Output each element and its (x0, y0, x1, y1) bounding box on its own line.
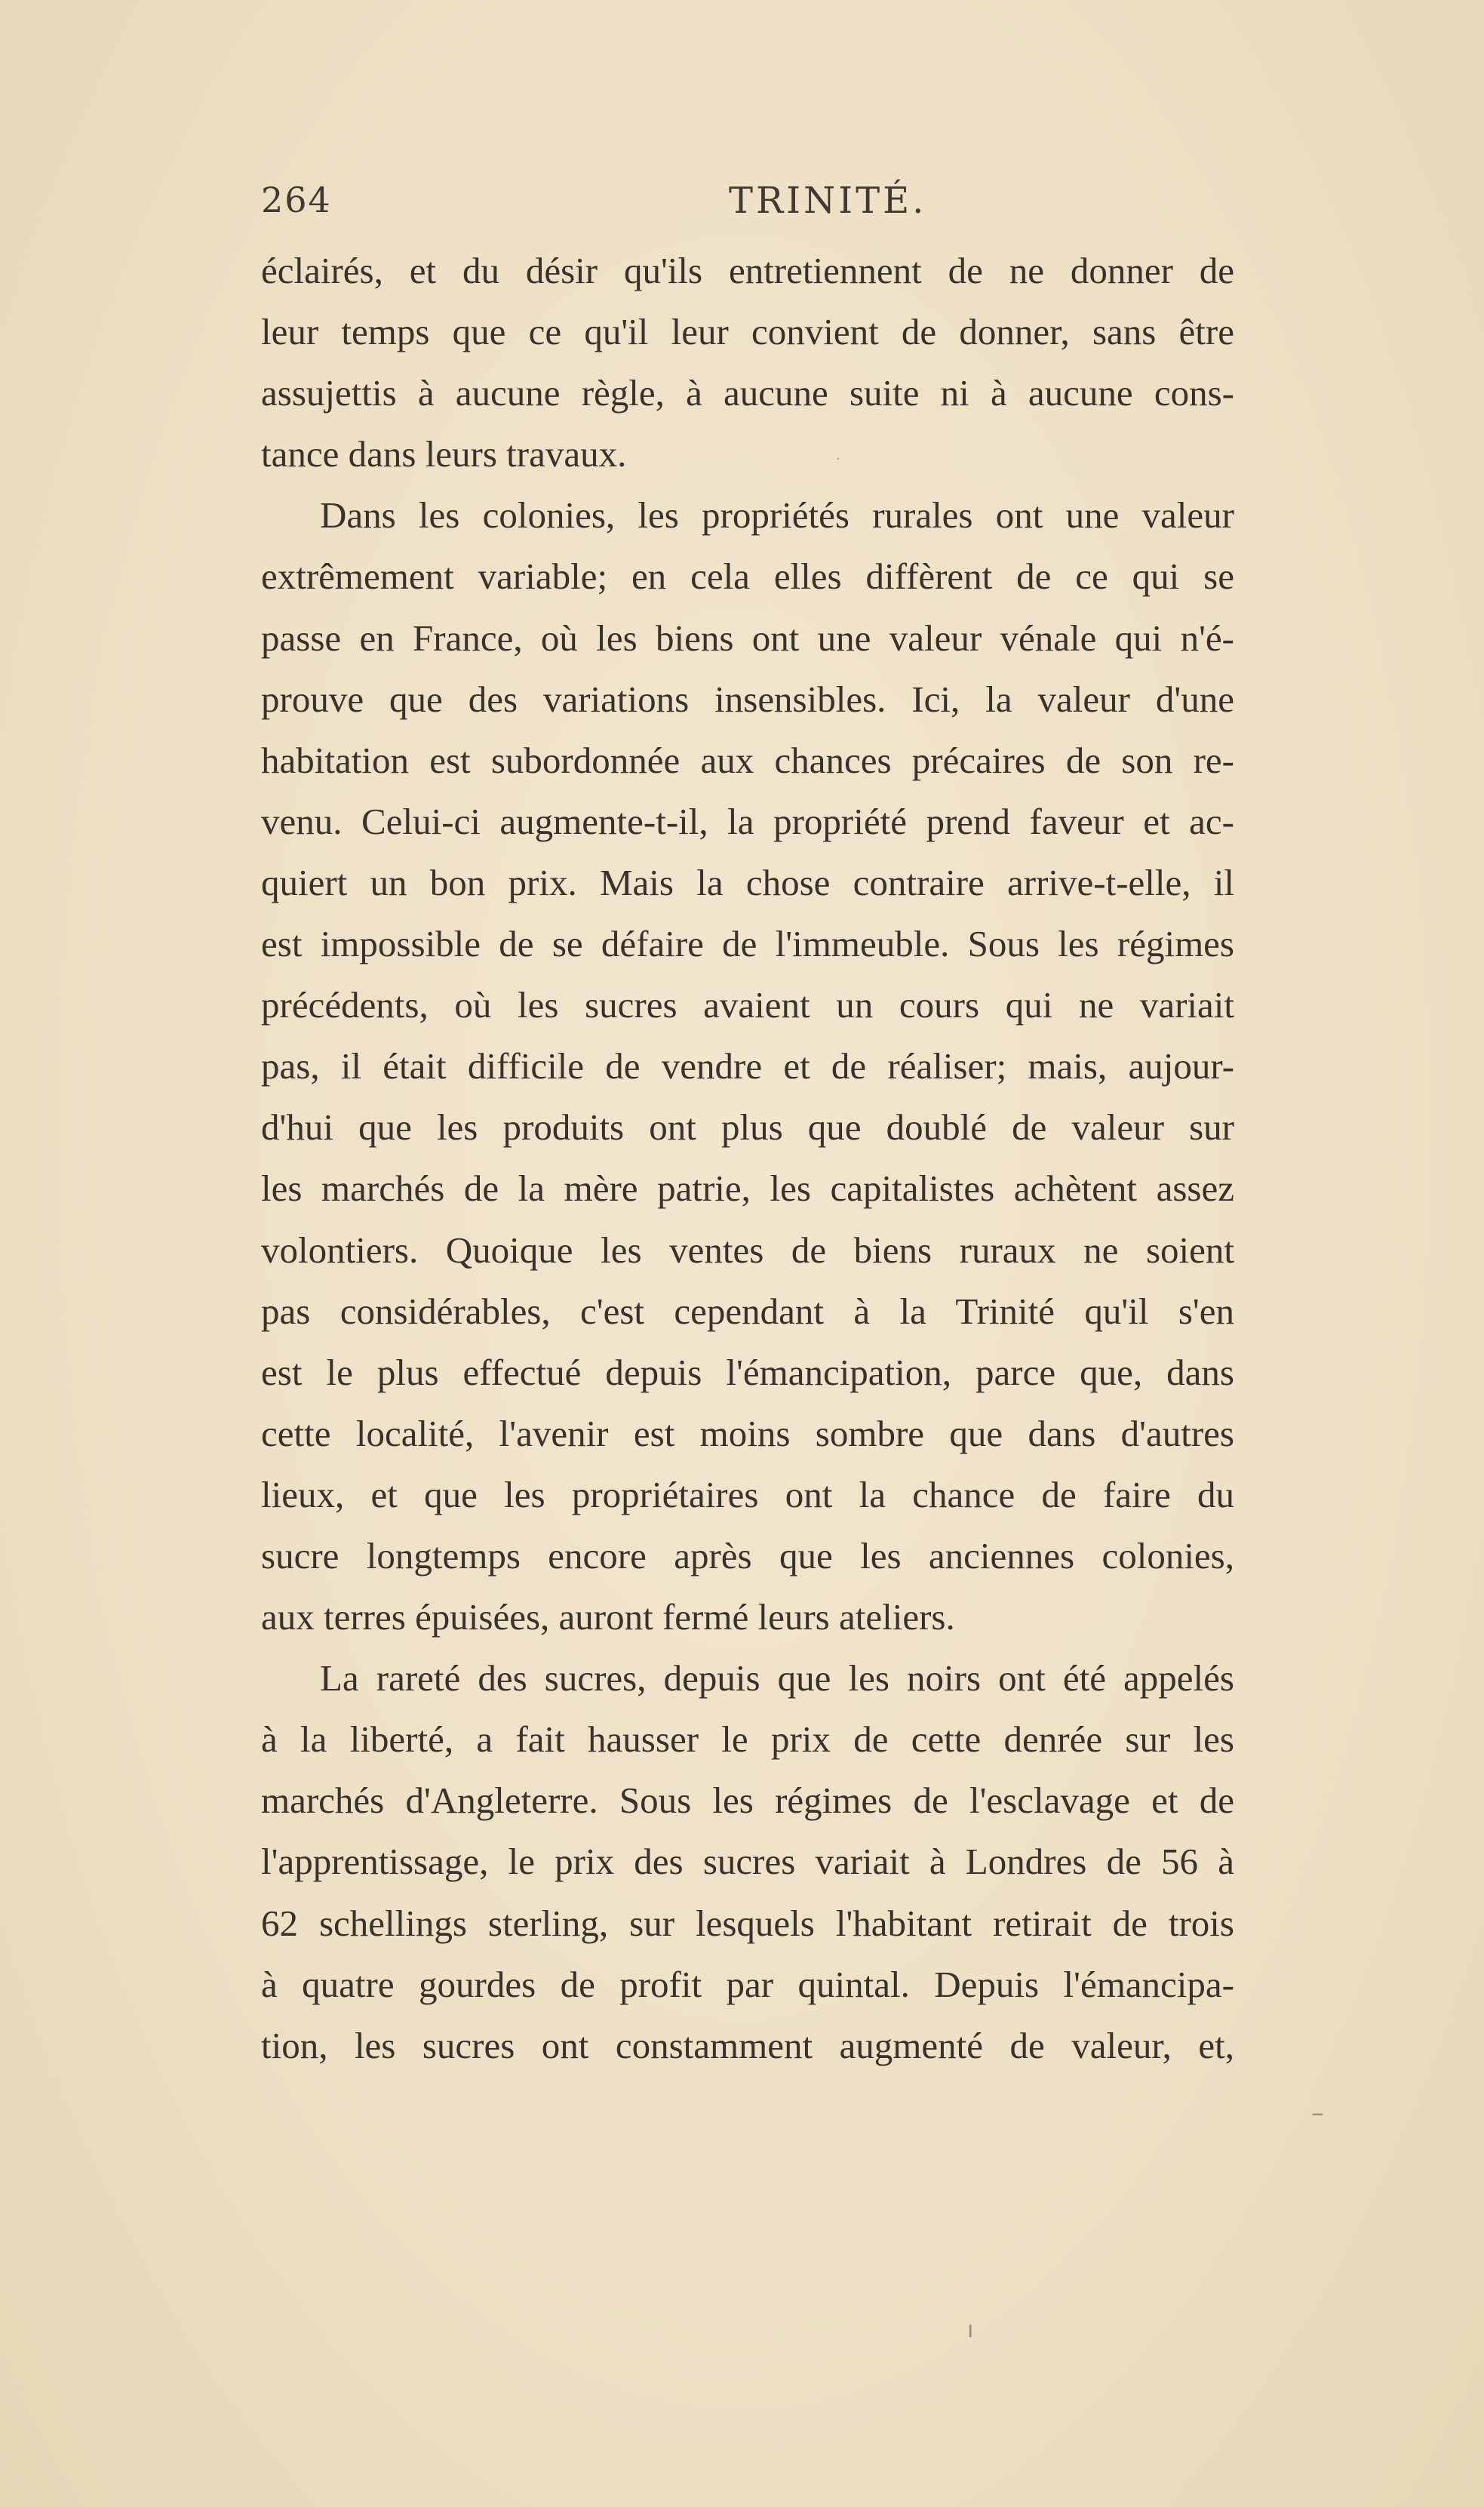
text-line: tance dans leurs travaux. (261, 433, 627, 475)
print-speck: ı (967, 2317, 974, 2343)
text-line: sucre longtemps encore après que les anciennes colonies, (261, 1534, 1234, 1576)
text-line: est le plus effectué depuis l'émancipation, parce que, dans (261, 1351, 1234, 1393)
text-line: pas considérables, c'est cependant à la Trinité qu'il s'en (261, 1290, 1234, 1332)
page-number: 264 (261, 180, 332, 220)
text-line: marchés d'Angleterre. Sous les régimes de l'esclavage et de (261, 1780, 1234, 1822)
text-line: Dans les colonies, les propriétés rurales ont une valeur (320, 494, 1234, 537)
text-line: cette localité, l'avenir est moins sombre que dans d'autres (261, 1412, 1234, 1454)
text-line: pas, il était difficile de vendre et de réaliser; mais, aujour- (261, 1045, 1234, 1087)
text-line: lieux, et que les propriétaires ont la chance de faire du (261, 1473, 1234, 1515)
text-line: à la liberté, a fait hausser le prix de cette denrée sur les (261, 1718, 1234, 1761)
print-speck: · (836, 451, 840, 467)
text-line: volontiers. Quoique les ventes de biens ruraux ne soient (261, 1229, 1234, 1271)
page-header (261, 180, 1234, 240)
text-line: extrêmement variable; en cela elles diffèrent de ce qui se (261, 555, 1234, 598)
running-title: TRINITÉ. (729, 180, 927, 222)
text-line: quiert un bon prix. Mais la chose contraire arrive-t-elle, il (261, 861, 1234, 903)
text-line: aux terres épuisées, auront fermé leurs ateliers. (261, 1596, 955, 1638)
text-line: La rareté des sucres, depuis que les noirs ont été appelés (320, 1657, 1234, 1700)
text-line: est impossible de se défaire de l'immeuble. Sous les régimes (261, 923, 1234, 965)
text-line: éclairés, et du désir qu'ils entretiennent de ne donner de (261, 250, 1234, 291)
text-line: précédents, où les sucres avaient un cours qui ne variait (261, 984, 1234, 1026)
text-line: habitation est subordonnée aux chances précaires de son re- (261, 739, 1234, 781)
text-line: tion, les sucres ont constamment augmenté de valeur, et, (261, 2024, 1234, 2066)
body-text (261, 240, 1234, 2076)
text-line: à quatre gourdes de profit par quintal. Depuis l'émancipa- (261, 1963, 1234, 2005)
text-line: les marchés de la mère patrie, les capitalistes achètent assez (261, 1167, 1234, 1210)
text-line: prouve que des variations insensibles. Ici, la valeur d'une (261, 678, 1234, 720)
text-line: passe en France, où les biens ont une valeur vénale qui n'é- (261, 617, 1234, 659)
text-line: leur temps que ce qu'il leur convient de donner, sans être (261, 311, 1234, 353)
text-line: 62 schellings sterling, sur lesquels l'habitant retirait de trois (261, 1902, 1234, 1944)
text-line: d'hui que les produits ont plus que doublé de valeur sur (261, 1106, 1234, 1149)
text-line: assujettis à aucune règle, à aucune suite ni à aucune cons- (261, 372, 1234, 414)
text-line: l'apprentissage, le prix des sucres variait à Londres de 56 à (261, 1841, 1234, 1883)
text-line: venu. Celui-ci augmente-t-il, la propriété prend faveur et ac- (261, 800, 1234, 842)
print-dash: – (1311, 2098, 1324, 2128)
